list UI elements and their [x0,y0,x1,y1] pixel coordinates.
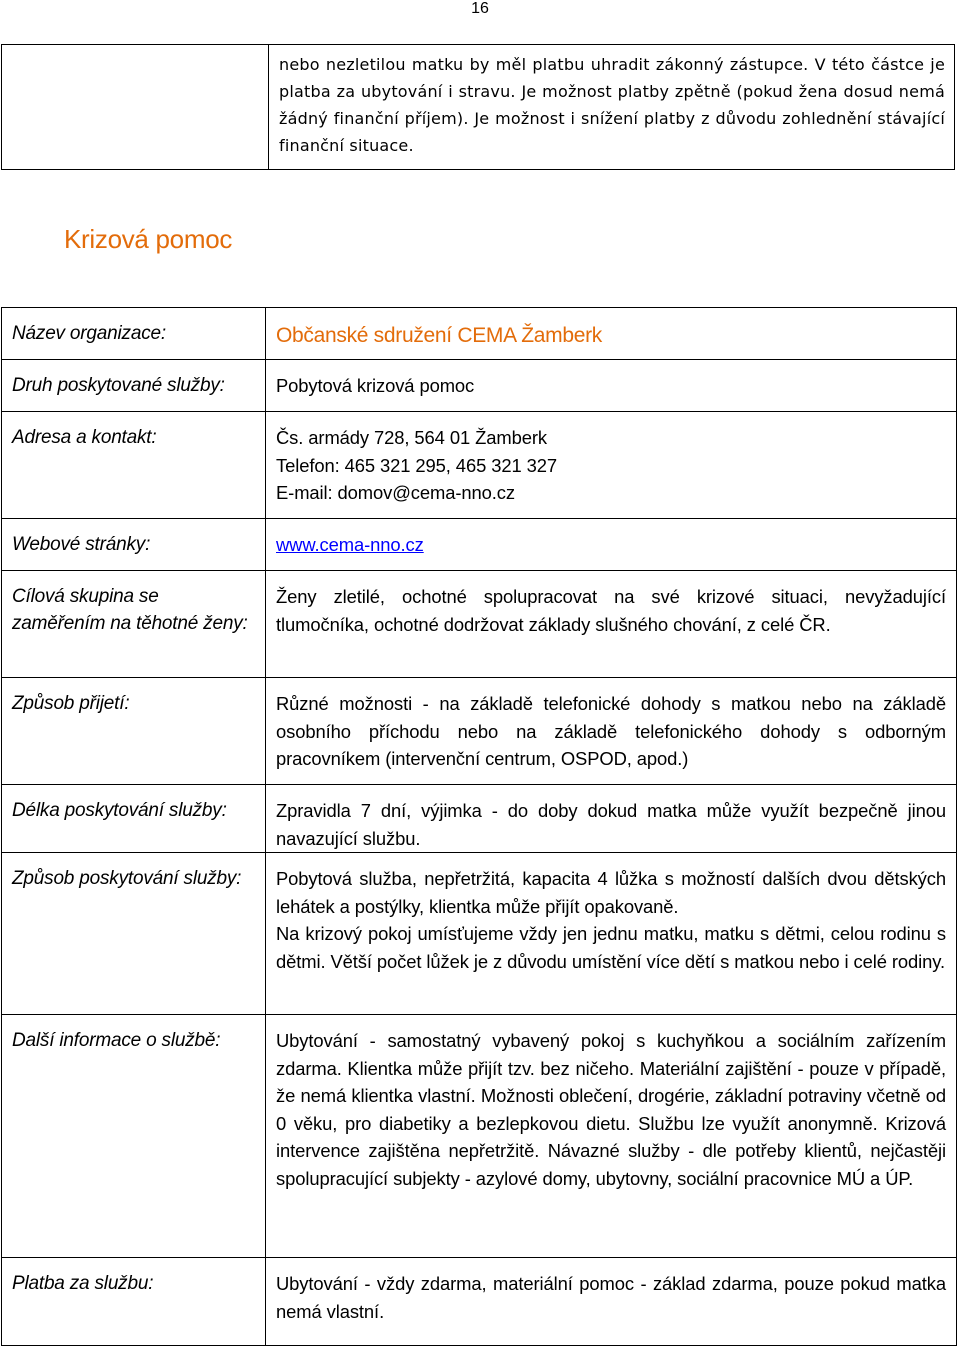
mode-label: Způsob poskytování služby: [2,853,266,1015]
table-row [2,360,957,412]
table-row [2,1015,957,1258]
table-row [2,678,957,785]
payment-value: Ubytování - vždy zdarma, materiální pomoc - základ zdarma, pouze pokud matka nemá vlastní. [266,1258,957,1346]
info-value: Ubytování - samostatný vybavený pokoj s kuchyňkou a sociálním zařízením zdarma. Klientka může přijít tzv. bez ničeho. Materiální zajištění - pouze v případě, že nemá klientka vlastní. Možnosti oblečení, drogérie, základní potraviny včetně od 0 věku, pro diabetiky a bezlepkovou dietu. Službu lze využít anonymně. Krizová intervence zajištěna nepřetržitě. Návazné služby - dle potřeby klientů, nejčastěji spolupracující subjekty - azylové domy, ubytovny, sociální pracovnice MÚ a ÚP. [266,1015,957,1258]
org-value-cell [266,308,957,360]
admission-label: Způsob přijetí: [2,678,266,785]
table-row [2,1258,957,1346]
continuation-text: nebo nezletilou matku by měl platbu uhradit zákonný zástupce. V této částce je platba za ubytování i stravu. Je možnost platby zpětně (pokud žena dosud nemá žádný finanční příjem). Je možnost i snížení platby z důvodu zohlednění stávající finanční situace. [269,45,955,170]
mode-value-2: Na krizový pokoj umísťujeme vždy jen jednu matku, matku s dětmi, celou rodinu s dětmi. Větší počet lůžek je z důvodu umístění více dětí s matkou nebo i celé rodiny. [276,923,946,972]
web-value-cell [266,519,957,571]
address-email: E-mail: domov@cema-nno.cz [276,482,515,503]
mode-value-1: Pobytová služba, nepřetržitá, kapacita 4 lůžka s možností dalších dvou dětských lehátek a postýlky, klientka může přijít opakovaně. [276,868,946,917]
target-value: Ženy zletilé, ochotné spolupracovat na své krizové situaci, nevyžadující tlumočníka, ochotné dodržovat základy slušného chování, z celé ČR. [266,571,957,678]
info-label: Další informace o službě: [2,1015,266,1258]
section-heading: Krizová pomoc [64,224,233,254]
table-row [2,571,957,678]
service-value: Pobytová krizová pomoc [266,360,957,412]
web-label: Webové stránky: [2,519,266,571]
target-label: Cílová skupina se zaměřením na těhotné ženy: [2,571,266,678]
address-street: Čs. armády 728, 564 01 Žamberk [276,427,547,448]
continuation-label-cell [2,45,269,170]
page-number: 16 [471,0,489,17]
table-row [2,412,957,519]
service-info-table [1,307,957,1346]
address-phone: Telefon: 465 321 295, 465 321 327 [276,454,557,476]
table-row [2,785,957,853]
address-label: Adresa a kontakt: [2,412,266,519]
web-link[interactable]: www.cema-nno.cz [276,534,424,555]
continuation-table [1,44,955,170]
org-name: Občanské sdružení CEMA Žamberk [276,324,602,347]
service-label: Druh poskytované služby: [2,360,266,412]
address-value-cell [266,412,957,519]
duration-value: Zpravidla 7 dní, výjimka - do doby dokud matka může využít bezpečně jinou navazující službu. [266,785,957,853]
table-row [2,308,957,360]
admission-value: Různé možnosti - na základě telefonické dohody s matkou nebo na základě osobního příchodu nebo na základě telefonického dohody s odborným pracovníkem (intervenční centrum, OSPOD, apod.) [266,678,957,785]
table-row [2,853,957,1015]
mode-value-cell [266,853,957,1015]
table-row [2,519,957,571]
org-label: Název organizace: [2,308,266,360]
payment-label: Platba za službu: [2,1258,266,1346]
duration-label: Délka poskytování služby: [2,785,266,853]
